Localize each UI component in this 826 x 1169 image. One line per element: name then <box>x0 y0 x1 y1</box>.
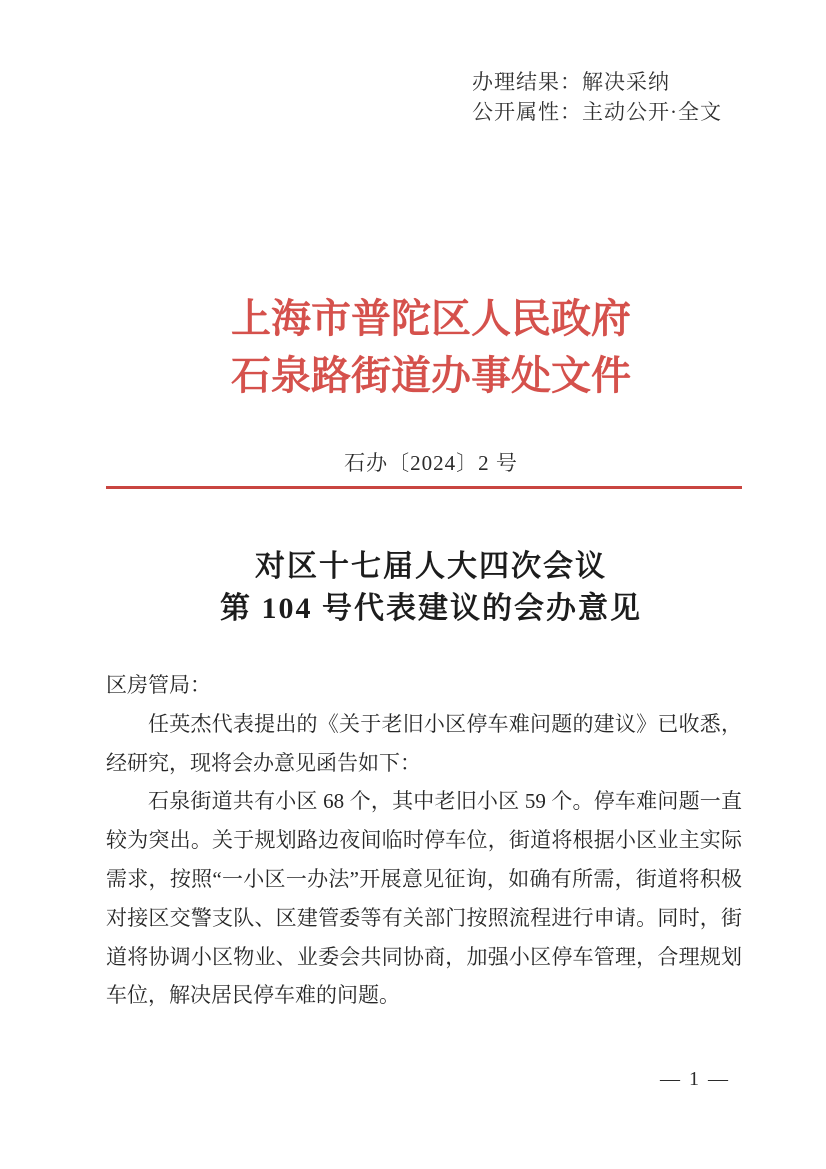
salutation: 区房管局： <box>106 673 211 697</box>
document-body <box>106 666 742 1015</box>
document-title-line-1: 对区十七届人大四次会议 <box>255 550 607 583</box>
letterhead-line-2: 石泉路街道办事处文件 <box>231 353 631 398</box>
publicity-attribute-line: 公开属性：主动公开·全文 <box>472 99 722 124</box>
letterhead-line-1: 上海市普陀区人民政府 <box>231 296 631 341</box>
document-title-line-2: 第 104 号代表建议的会办意见 <box>220 592 642 625</box>
document-number: 石办〔2024〕2 号 <box>344 451 518 475</box>
red-divider-rule <box>106 486 742 489</box>
document-title <box>36 546 826 630</box>
body-paragraph: 任英杰代表提出的《关于老旧小区停车难问题的建议》已收悉，经研究，现将会办意见函告如下： <box>106 711 742 775</box>
header-meta-block <box>472 68 722 127</box>
page-number: — 1 — <box>660 1068 730 1090</box>
letterhead <box>36 290 826 404</box>
handling-result-line: 办理结果：解决采纳 <box>472 70 670 94</box>
body-paragraph: 石泉街道共有小区 68 个，其中老旧小区 59 个。停车难问题一直较为突出。关于规划路边夜间临时停车位，街道将根据小区业主实际需求，按照“一小区一办法”开展意见征询，如确有所需，街道将积极对接区交警支队、区建管委等有关部门按照流程进行申请。同时，街道将协调小区物业、业委会共同协商，加强小区停车管理，合理规划车位，解决居民停车难的问题。 <box>106 789 742 1008</box>
